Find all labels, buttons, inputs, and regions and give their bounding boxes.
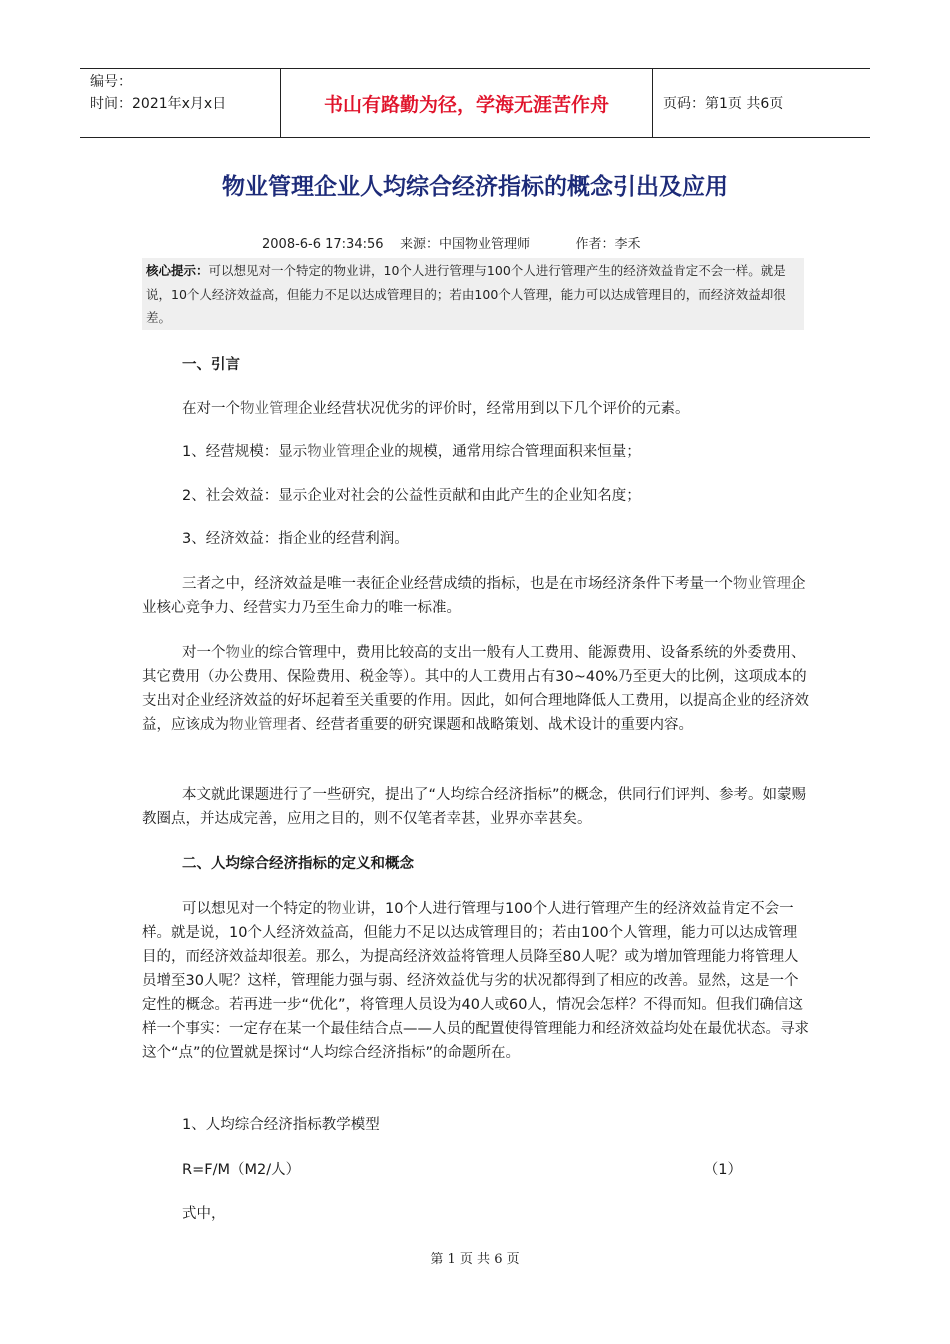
intro-text-pre: 在对一个 (182, 401, 240, 417)
intro-paragraph (182, 397, 690, 421)
para2-text-mid: 的综合管理中，费用比较高的支出一般有人工费用、能源费用、设备系统的外委费用、其它费用（办公费用、保险费用、税金等）。其中的人工费用占有30~40%乃至更大的比例，这项成本的支出对企业经济效益的好坏起着至关重要的作用。因此，如何合理地降低人工费用，以提高企业的经济效益，应该成为 (142, 645, 809, 733)
property-management-link[interactable]: 物业管理 (240, 401, 298, 417)
article-title: 物业管理企业人均综合经济指标的概念引出及应用 (222, 173, 728, 200)
property-management-link[interactable]: 物业管理 (733, 576, 791, 592)
header-page-label: 页码：第1页 共6页 (663, 96, 784, 112)
formula-number: （1） (703, 1162, 742, 1178)
list-item-social-benefit: 2、社会效益：显示企业对社会的公益性贡献和由此产生的企业知名度； (182, 488, 641, 504)
item1-text-pre: 1、经营规模：显示 (182, 444, 308, 460)
para2-text-post: 者、经营者重要的研究课题和战略策划、战术设计的重要内容。 (287, 717, 693, 733)
abstract-keyword: 核心提示： (146, 263, 209, 278)
header-motto: 书山有路勤为径，学海无涯苦作舟 (280, 69, 653, 137)
para4-text-pre: 可以想见对一个特定的 (182, 901, 327, 917)
article-meta: 2008-6-6 17:34:56 来源：中国物业管理师 作者：李禾 (262, 237, 641, 252)
item1-text-post: 企业的规模，通常用综合管理面积来恒量； (365, 444, 641, 460)
document-date-label: 时间：2021年x月x日 (90, 96, 227, 112)
property-management-link[interactable]: 物业管理 (307, 444, 366, 460)
abstract-text: 可以想见对一个特定的物业讲，10个人进行管理与100个人进行管理产生的经济效益肯定不会一样。就是说，10个人经济效益高，但能力不足以达成管理目的；若由100个人管理，能力可以达成管理目的，而经济效益却很差。 (146, 263, 786, 325)
document-number-label: 编号： (90, 74, 132, 90)
paragraph-economic-benefit (142, 572, 810, 620)
para1-text-post: 企业核心竞争力、经营实力乃至生命力的唯一标准。 (142, 576, 806, 616)
section-heading-definition: 二、人均综合经济指标的定义和概念 (182, 856, 414, 872)
list-item-scale (182, 440, 641, 464)
para1-text-pre: 三者之中，经济效益是唯一表征企业经营成绩的指标，也是在市场经济条件下考量一个 (182, 576, 733, 592)
article-abstract (142, 258, 804, 330)
intro-text-post: 企业经营状况优劣的评价时，经常用到以下几个评价的元素。 (298, 401, 690, 417)
formula-expression: R=F/M（M2/人） (182, 1162, 301, 1178)
subheading-model: 1、人均综合经济指标教学模型 (182, 1117, 380, 1133)
property-link[interactable]: 物业 (327, 901, 356, 917)
page-footer: 第 1 页 共 6 页 (430, 1252, 520, 1267)
paragraph-purpose: 本文就此课题进行了一些研究，提出了“人均综合经济指标”的概念，供同行们评判、参考。如蒙赐教圈点，并达成完善，应用之目的，则不仅笔者幸甚，业界亦幸甚矣。 (142, 787, 807, 827)
header-left-cell (80, 69, 280, 137)
para2-text-pre: 对一个 (182, 645, 226, 661)
para4-text-post: 讲，10个人进行管理与100个人进行管理产生的经济效益肯定不会一样。就是说，10个人经济效益高，但能力不足以达成管理目的；若由100个人管理，能力可以达成管理目的，而经济效益却很差。那么，为提高经济效益将管理人员降至80人呢？或为增加管理能力将管理人员增至30人呢？这样，管理能力强与弱、经济效益优与劣的状况都得到了相应的改善。显然，这是一个定性的概念。若再进一步“优化”，将管理人员设为40人或60人，情况会怎样？不得而知。但我们确信这样一个事实：一定存在某一个最佳结合点——人员的配置使得管理能力和经济效益均处在最优状态。寻求这个“点”的位置就是探讨“人均综合经济指标”的命题所在。 (142, 901, 809, 1061)
property-link[interactable]: 物业 (225, 645, 255, 661)
document-header (80, 68, 870, 138)
paragraph-definition (142, 897, 810, 1065)
property-management-link[interactable]: 物业管理 (229, 717, 287, 733)
formula-line (182, 1158, 742, 1179)
list-item-economic-benefit: 3、经济效益：指企业的经营利润。 (182, 531, 409, 547)
paragraph-costs (142, 641, 810, 737)
where-label: 式中， (182, 1206, 226, 1222)
section-heading-intro: 一、引言 (182, 357, 240, 373)
